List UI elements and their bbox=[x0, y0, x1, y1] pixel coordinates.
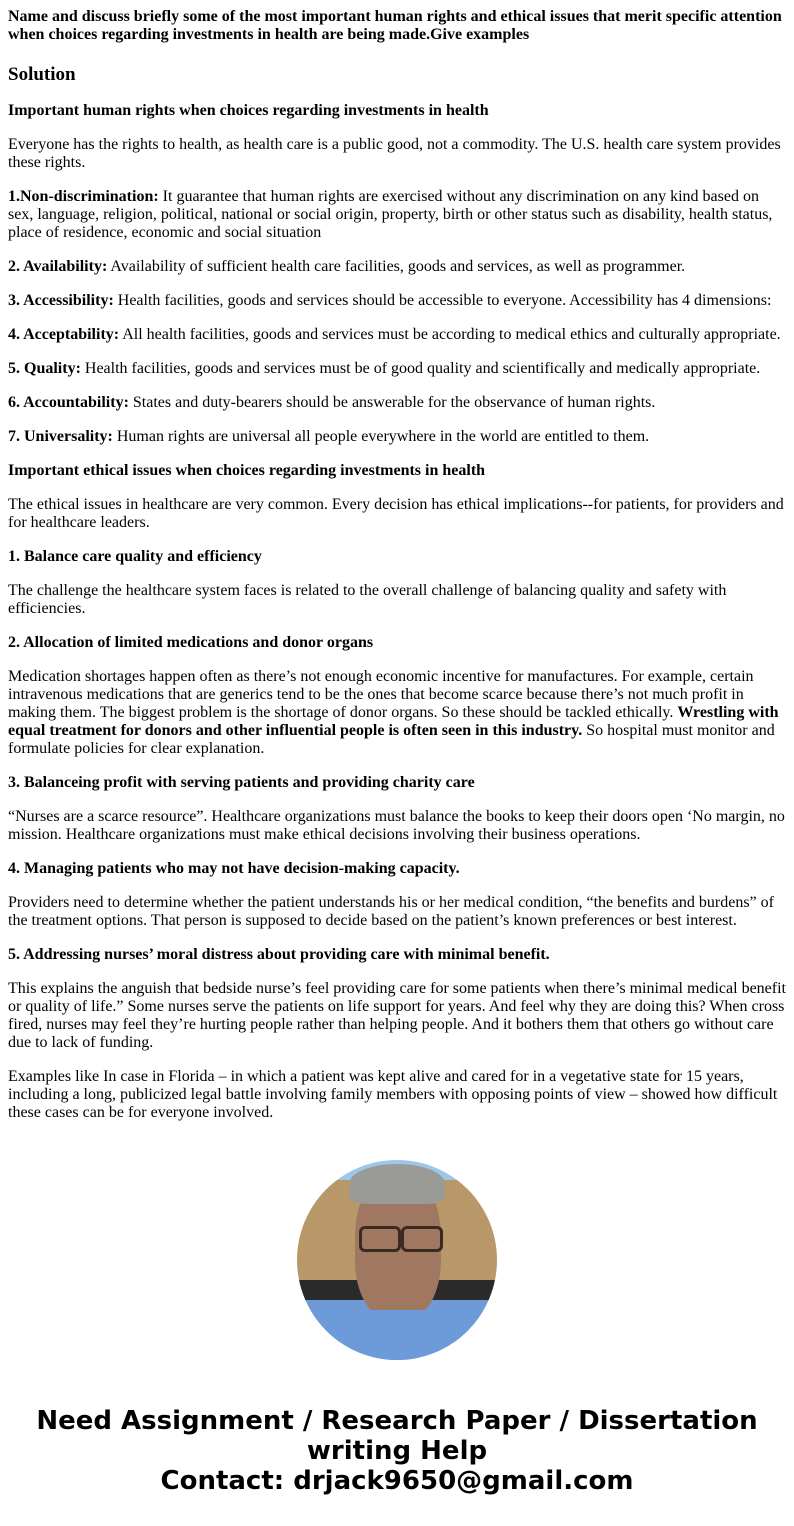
right-item bbox=[8, 188, 786, 242]
question-title: Name and discuss briefly some of the most important human rights and ethical issues that merit specific attention when choices regarding investments in health are being made.Give examples bbox=[8, 8, 782, 43]
right-item bbox=[8, 258, 786, 276]
ethics-item-text bbox=[8, 808, 786, 844]
contact-banner bbox=[0, 1406, 794, 1526]
right-label: 5. Quality: bbox=[8, 360, 81, 377]
rights-list bbox=[8, 188, 786, 446]
right-text: All health facilities, goods and services must be according to medical ethics and culturally appropriate. bbox=[119, 326, 781, 343]
right-label: 2. Availability: bbox=[8, 258, 108, 275]
ethics-heading: Important ethical issues when choices regarding investments in health bbox=[8, 462, 486, 479]
ethics-item-text bbox=[8, 582, 786, 618]
help-text: Need Assignment / Research Paper / Dissertation writing Help bbox=[36, 1406, 758, 1466]
ethics-item-text bbox=[8, 980, 786, 1052]
text-segment: So hospital must monitor and formulate policies for clear explanation. bbox=[8, 722, 775, 757]
right-item bbox=[8, 428, 786, 446]
ethics-item-title: 2. Allocation of limited medications and donor organs bbox=[8, 634, 374, 651]
rights-intro: Everyone has the rights to health, as health care is a public good, not a commodity. The U.S. health care system provides these rights. bbox=[8, 136, 781, 171]
text-segment: This explains the anguish that bedside nurse’s feel providing care for some patients when there’s minimal medical benefit or quality of life.” Some nurses serve the patients on life support for years. And feel why they are doing this? When cross fired, nurses may feel they’re hurting people rather than helping people. And it bothers them that others go without care due to lack of funding. bbox=[8, 980, 786, 1051]
text-segment: Providers need to determine whether the patient understands his or her medical condition, “the benefits and burdens” of the treatment options. That person is supposed to decide based on the patient’s known preferences or best interest. bbox=[8, 894, 774, 929]
ethics-item-title: 4. Managing patients who may not have decision-making capacity. bbox=[8, 860, 460, 877]
author-photo bbox=[297, 1160, 497, 1360]
right-text: Availability of sufficient health care facilities, goods and services, as well as programmer. bbox=[107, 258, 686, 275]
ethics-item-title: 1. Balance care quality and efficiency bbox=[8, 548, 262, 565]
text-segment: The challenge the healthcare system faces is related to the overall challenge of balancing quality and safety with efficiencies. bbox=[8, 582, 727, 617]
ethics-intro: The ethical issues in healthcare are very common. Every decision has ethical implications--for patients, for providers and for healthcare leaders. bbox=[8, 496, 784, 531]
ethics-list bbox=[8, 548, 786, 1052]
right-text: States and duty-bearers should be answerable for the observance of human rights. bbox=[128, 394, 656, 411]
right-text: It guarantee that human rights are exercised without any discrimination on any kind based on sex, language, religion, political, national or social origin, property, birth or other status such as disability, health status, place of residence, economic and social situation bbox=[8, 188, 773, 241]
right-item bbox=[8, 394, 786, 412]
right-item bbox=[8, 326, 786, 344]
text-segment: Medication shortages happen often as there’s not enough economic incentive for manufactures. For example, certain intravenous medications that are generics tend to be the ones that become scarce because there’s not much profit in making them. The biggest problem is the shortage of donor organs. So these should be tackled ethically. bbox=[8, 668, 754, 721]
right-label: 1.Non-discrimination: bbox=[8, 188, 159, 205]
right-text: Health facilities, goods and services should be accessible to everyone. Accessibility has 4 dimensions: bbox=[113, 292, 772, 309]
rights-heading: Important human rights when choices regarding investments in health bbox=[8, 102, 489, 119]
right-label: 3. Accessibility: bbox=[8, 292, 114, 309]
right-label: 7. Universality: bbox=[8, 428, 113, 445]
right-item bbox=[8, 360, 786, 378]
text-segment: “Nurses are a scarce resource”. Healthcare organizations must balance the books to keep their doors open ‘No margin, no mission. Healthcare organizations must make ethical decisions involving their business operations. bbox=[8, 808, 785, 843]
document bbox=[0, 8, 794, 1122]
ethics-item-text bbox=[8, 668, 786, 758]
solution-heading: Solution bbox=[8, 64, 76, 85]
contact-email[interactable]: Contact: drjack9650@gmail.com bbox=[160, 1466, 634, 1496]
ethics-item-title: 5. Addressing nurses’ moral distress about providing care with minimal benefit. bbox=[8, 946, 550, 963]
right-text: Human rights are universal all people everywhere in the world are entitled to them. bbox=[112, 428, 650, 445]
ethics-item-text bbox=[8, 894, 786, 930]
bold-segment: Wrestling with equal treatment for donors and other influential people is often seen in this industry. bbox=[8, 704, 779, 739]
right-label: 4. Acceptability: bbox=[8, 326, 120, 343]
right-label: 6. Accountability: bbox=[8, 394, 129, 411]
example-paragraph: Examples like In case in Florida – in which a patient was kept alive and cared for in a vegetative state for 15 years, including a long, publicized legal battle involving family members with opposing points of view – showed how difficult these cases can be for everyone involved. bbox=[8, 1068, 778, 1121]
ethics-item-title: 3. Balanceing profit with serving patients and providing charity care bbox=[8, 774, 475, 791]
right-item bbox=[8, 292, 786, 310]
right-text: Health facilities, goods and services must be of good quality and scientifically and medically appropriate. bbox=[80, 360, 761, 377]
